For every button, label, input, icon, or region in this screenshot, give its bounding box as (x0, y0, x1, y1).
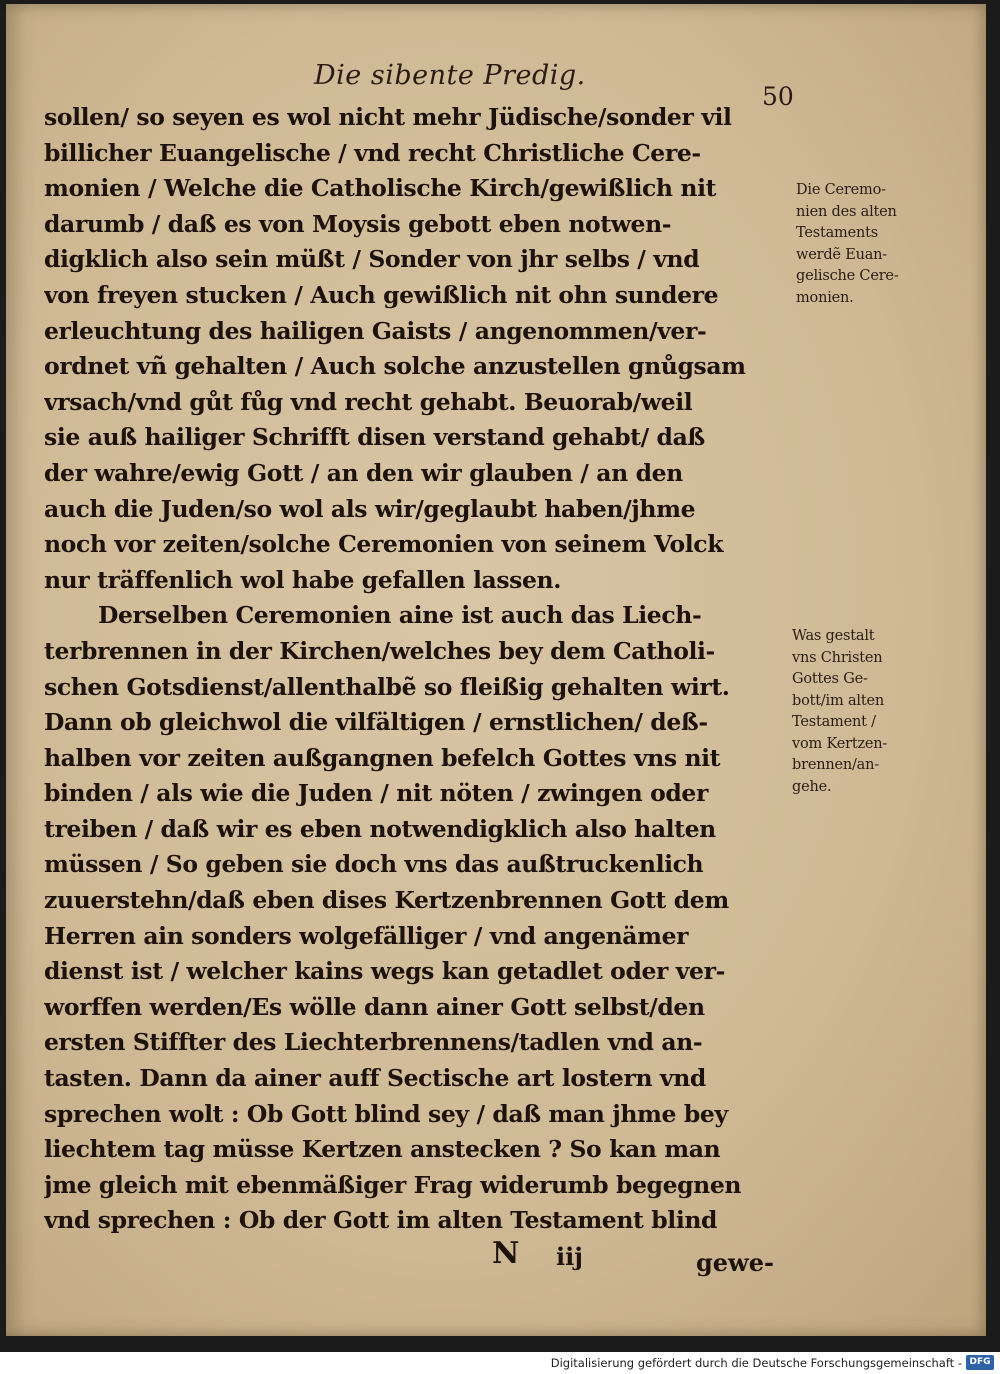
marginal-note-line: gehe. (792, 778, 832, 795)
text-line: Dann ob gleichwol die vilfältigen / ernstlichen/ deß- (44, 708, 708, 737)
text-line: ordnet vñ gehalten / Auch solche anzustellen gnůgsam (44, 352, 746, 381)
text-line: der wahre/ewig Gott / an den wir glauben / an den (44, 458, 683, 487)
text-line: vnd sprechen : Ob der Gott im alten Testament blind (44, 1206, 718, 1235)
marginal-note-line: Gottes Ge- (792, 671, 868, 687)
text-line: monien / Welche die Catholische Kirch/gewißlich nit (44, 174, 717, 203)
text-line: tasten. Dann da ainer auff Sectische art lostern vnd (44, 1064, 706, 1093)
text-line: dienst ist / welcher kains wegs kan getadlet oder ver- (44, 957, 725, 986)
text-line: jme gleich mit ebenmäßiger Frag widerumb begegnen (44, 1170, 742, 1199)
text-line: ersten Stiffter des Liechterbrennens/tadlen vnd an- (44, 1028, 703, 1057)
marginal-note-line: monien. (796, 289, 854, 306)
text-line: müssen / So geben sie doch vns das außtruckenlich (44, 850, 704, 879)
text-line: darumb / daß es von Moysis gebott eben notwen- (44, 209, 672, 238)
marginal-note-line: vom Kertzen- (792, 735, 888, 752)
marginal-note-line: Testaments (796, 225, 878, 241)
text-line: liechtem tag müsse Kertzen anstecken ? So kan man (44, 1135, 721, 1164)
book-page (6, 4, 986, 1336)
text-line: terbrennen in der Kirchen/welches bey dem Catholi- (44, 636, 715, 665)
marginal-note-line: gelische Cere- (796, 268, 899, 284)
signature-mark: N (492, 1236, 520, 1271)
page-footer (492, 1236, 792, 1276)
marginal-note-line: Was gestalt (792, 628, 875, 644)
text-line: sie auß hailiger Schrifft disen verstand gehabt/ daß (44, 423, 705, 452)
text-line: erleuchtung des hailigen Gaists / angenommen/ver- (44, 316, 707, 345)
marginal-note-line: Die Ceremo- (796, 182, 886, 198)
text-line: auch die Juden/so wol als wir/geglaubt haben/jhme (44, 494, 696, 523)
running-title: Die sibente Predig. (314, 60, 586, 91)
text-line: billicher Euangelische / vnd recht Christliche Cere- (44, 138, 701, 167)
text-line: worffen werden/Es wölle dann ainer Gott selbst/den (44, 992, 705, 1021)
credit-text: Digitalisierung gefördert durch die Deutsche Forschungsgemeinschaft - (550, 1356, 962, 1370)
text-line: schen Gotsdienst/allenthalbẽ so fleißig gehalten wirt. (44, 672, 730, 701)
text-line: halben vor zeiten außgangnen befelch Gottes vns nit (44, 743, 721, 772)
text-line: sprechen wolt : Ob Gott blind sey / daß man jhme bey (44, 1099, 728, 1128)
marginal-note-line: Testament / (792, 714, 876, 730)
marginal-note-ceremonies (796, 180, 936, 309)
text-line: von freyen stucken / Auch gewißlich nit ohn sundere (44, 280, 719, 309)
dfg-logo: DFG (966, 1355, 994, 1370)
marginal-note-line: nien des alten (796, 203, 897, 220)
main-text (44, 100, 792, 1239)
marginal-note-line: vns Christen (792, 649, 883, 666)
text-line: treiben / daß wir es eben notwendigklich also halten (44, 814, 716, 843)
text-line: vrsach/vnd gůt fůg vnd recht gehabt. Beuorab/weil (44, 387, 693, 416)
paragraph-start-line: Derselben Ceremonien aine ist auch das Liech- (98, 601, 702, 630)
text-line: nur träffenlich wol habe gefallen lassen. (44, 565, 561, 594)
marginal-note-line: bott/im alten (792, 692, 884, 709)
page-header (6, 60, 986, 111)
text-line: digklich also sein müßt / Sonder von jhr selbs / vnd (44, 245, 700, 274)
catchword: gewe- (696, 1248, 774, 1277)
text-line: Herren ain sonders wolgefälliger / vnd angenämer (44, 921, 689, 950)
text-line: noch vor zeiten/solche Ceremonien von seinem Volck (44, 530, 724, 559)
text-line: binden / als wie die Juden / nit nöten / zwingen oder (44, 779, 708, 808)
text-line: sollen/ so seyen es wol nicht mehr Jüdische/sonder vil (44, 103, 732, 131)
credit-bar (0, 1352, 1000, 1374)
page-number: 50 (762, 82, 794, 111)
marginal-note-candles (792, 626, 932, 798)
signature-number: iij (556, 1242, 583, 1271)
marginal-note-line: werdẽ Euan- (796, 246, 888, 263)
marginal-note-line: brennen/an- (792, 757, 879, 773)
text-line: zuuerstehn/daß eben dises Kertzenbrennen Gott dem (44, 886, 729, 915)
